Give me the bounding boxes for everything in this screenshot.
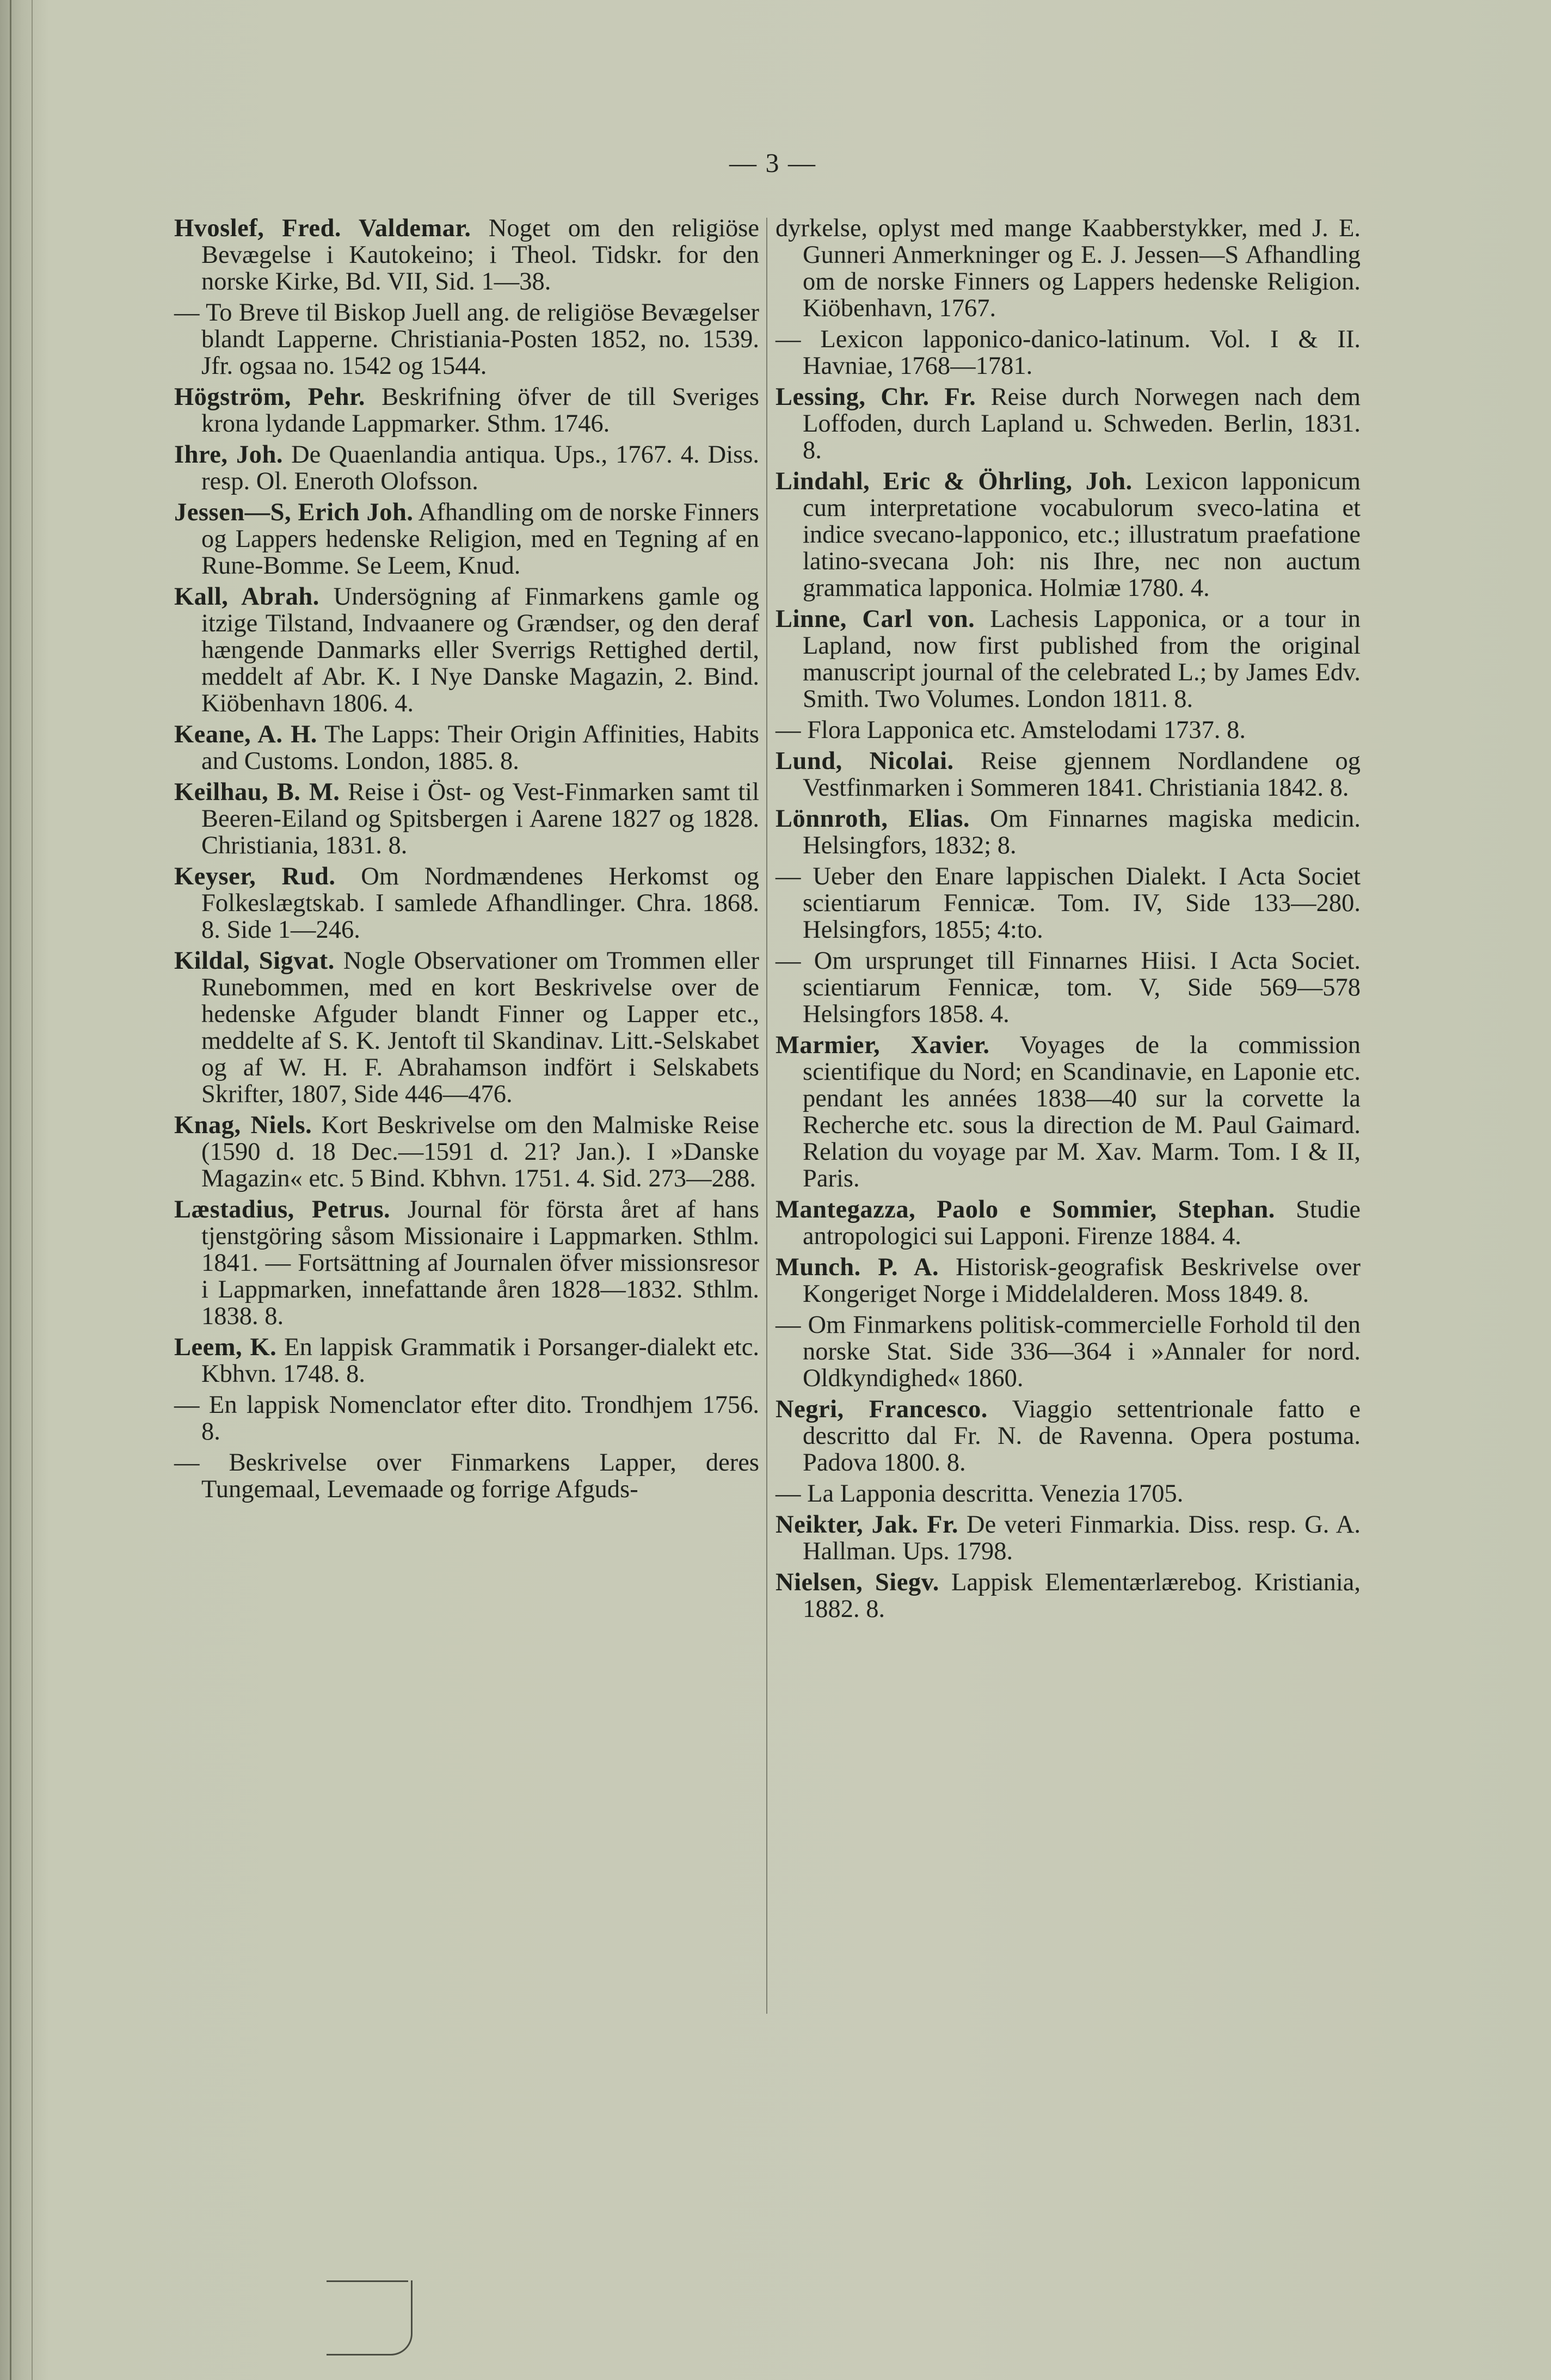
left-column — [174, 215, 759, 1507]
column-divider — [766, 218, 767, 2014]
entry-text: Reise durch Norwegen nach dem Loffoden, durch Lapland u. Schweden. Berlin, 1831. 8. — [803, 383, 1361, 464]
bibliography-entry — [174, 215, 759, 295]
bibliography-entry — [174, 779, 759, 859]
binding-edge-line — [10, 0, 11, 2380]
entry-text: Historisk-geografisk Beskrivelse over Kongeriget Norge i Middelalderen. Moss 1849. 8. — [803, 1253, 1361, 1308]
entry-text: Beskrifning öfver de till Sveriges krona lydande Lappmarker. Sthm. 1746. — [201, 383, 760, 438]
entry-text: Lexicon lapponicum cum interpretatione vocabulorum sveco-latina et indice svecano-lapponico, etc.; illustratum praefatione latino-svecana Joh: nis Ihre, nec non auctum grammatica lapponica. Holmiæ 1780. 4. — [803, 468, 1361, 602]
entry-text: De veteri Finmarkia. Diss. resp. G. A. Hallman. Ups. 1798. — [803, 1511, 1361, 1565]
bibliography-entry — [776, 326, 1361, 379]
bibliography-entry — [776, 1569, 1361, 1622]
bibliography-entry — [174, 499, 759, 579]
entry-author: Lessing, Chr. Fr. — [776, 383, 976, 411]
right-column — [776, 215, 1361, 1627]
entry-author: Jessen—S, Erich Joh. — [174, 499, 414, 526]
entry-text: — To Breve til Biskop Juell ang. de religiöse Bevægelser blandt Lapperne. Christiania-Posten 1852, no. 1539. Jfr. ogsaa no. 1542 og 1544. — [174, 299, 759, 380]
entry-text: De Quaenlandia antiqua. Ups., 1767. 4. Diss. resp. Ol. Eneroth Olofsson. — [201, 441, 759, 495]
entry-text: — Flora Lapponica etc. Amstelodami 1737. 8. — [776, 716, 1246, 744]
entry-author: Neikter, Jak. Fr. — [776, 1511, 958, 1539]
entry-author: Ihre, Joh. — [174, 441, 284, 469]
entry-author: Mantegazza, Paolo e Sommier, Stephan. — [776, 1196, 1275, 1223]
page-number: — 3 — — [729, 147, 816, 178]
entry-text: Voyages de la commission scientifique du Nord; en Scandinavie, en Laponie etc. pendant les années 1838—40 sur la corvette la Recherche etc. sous la direction de M. Paul Gaimard. Relation du voyage par M. Xav. Marm. Tom. I & II, Paris. — [803, 1031, 1361, 1192]
entry-text: — Om Finmarkens politisk-commercielle Forhold til den norske Stat. Side 336—364 i »Annaler for nord. Oldkyndighed« 1860. — [776, 1311, 1361, 1392]
bibliography-entry — [776, 805, 1361, 859]
bibliography-entry — [776, 215, 1361, 322]
entry-author: Knag, Niels. — [174, 1111, 312, 1139]
entry-text: — Ueber den Enare lappischen Dialekt. I Acta Societ scientiarum Fennicæ. Tom. IV, Side 133—280. Helsingfors, 1855; 4:to. — [776, 863, 1361, 944]
entry-author: Keane, A. H. — [174, 721, 317, 748]
bibliography-entry — [174, 1334, 759, 1387]
entry-text: — Om ursprunget till Finnarnes Hiisi. I Acta Societ. scientiarum Fennicæ, tom. V, Side 569—578 Helsingfors 1858. 4. — [776, 947, 1361, 1028]
entry-text: — Lexicon lapponico-danico-latinum. Vol. I & II. Havniae, 1768—1781. — [776, 325, 1361, 380]
bibliography-entry — [174, 384, 759, 437]
bibliography-entry — [174, 1112, 759, 1192]
bibliography-entry — [174, 863, 759, 943]
entry-author: Nielsen, Siegv. — [776, 1569, 939, 1596]
entry-text: Viaggio settentrionale fatto e descritto dal Fr. N. de Ravenna. Opera postuma. Padova 1800. 8. — [803, 1395, 1361, 1477]
entry-text: — Beskrivelse over Finmarkens Lapper, deres Tungemaal, Levemaade og forrige Afguds- — [174, 1449, 759, 1503]
entry-text: Om Nordmændenes Herkomst og Folkeslægtskab. I samlede Afhandlinger. Chra. 1868. 8. Side 1—246. — [201, 863, 760, 944]
entry-author: Læstadius, Petrus. — [174, 1196, 391, 1223]
entry-text: — En lappisk Nomenclator efter dito. Trondhjem 1756. 8. — [174, 1391, 759, 1446]
entry-text: Nogle Observationer om Trommen eller Runebommen, med en kort Beskrivelse over de hedenske Afguder blandt Finner og Lapper etc., meddelte af S. K. Jentoft til Skandinav. Litt.-Selskabet og af W. H. F. Abrahamson indfört i Selskabets Skrifter, 1807, Side 446—476. — [201, 947, 759, 1108]
entry-author: Keilhau, B. M. — [174, 778, 340, 806]
entry-author: Kall, Abrah. — [174, 583, 319, 611]
entry-text: Journal för första året af hans tjenstgöring såsom Missionaire i Lappmarken. Sthlm. 1841. — Fortsättning af Journalen öfver missionsresor i Lappmarken, innefattande åren 1828—1832. Sthlm. 1838. 8. — [201, 1196, 759, 1330]
entry-text: Om Finnarnes magiska medicin. Helsingfors, 1832; 8. — [803, 805, 1361, 859]
entry-author: Kildal, Sigvat. — [174, 947, 335, 975]
entry-text: Undersögning af Finmarkens gamle og itzige Tilstand, Indvaanere og Grændser, og den deraf hængende Danmarks eller Sverrigs Rettighed dertil, meddelt af Abr. K. I Nye Danske Magazin, 2. Bind. Kiöbenhavn 1806. 4. — [201, 583, 759, 717]
entry-text: — La Lapponia descritta. Venezia 1705. — [776, 1480, 1184, 1508]
entry-author: Keyser, Rud. — [174, 863, 336, 890]
bibliography-entry — [174, 948, 759, 1108]
bibliography-entry — [776, 748, 1361, 801]
entry-text: dyrkelse, oplyst med mange Kaabberstykker, med J. E. Gunneri Anmerkninger og E. J. Jessen—S Afhandling om de norske Finners og Lappers hedenske Religion. Kiöbenhavn, 1767. — [776, 214, 1361, 322]
bibliography-entry — [776, 1480, 1361, 1507]
entry-text: Lappisk Elementærlærebog. Kristiania, 1882. 8. — [803, 1569, 1361, 1623]
bibliography-entry — [776, 1254, 1361, 1307]
bibliography-entry — [174, 721, 759, 774]
bibliography-entry — [174, 1392, 759, 1445]
bibliography-entry — [776, 717, 1361, 743]
bibliography-entry — [174, 583, 759, 717]
entry-author: Hvoslef, Fred. Valdemar. — [174, 214, 471, 242]
entry-author: Leem, K. — [174, 1333, 277, 1361]
entry-author: Munch. P. A. — [776, 1253, 939, 1281]
page-corner-mark — [327, 2280, 413, 2356]
bibliography-entry — [174, 1449, 759, 1503]
bibliography-entry — [776, 1312, 1361, 1392]
bibliography-entry — [776, 384, 1361, 464]
entry-text: The Lapps: Their Origin Affinities, Habits and Customs. London, 1885. 8. — [201, 721, 759, 775]
entry-text: Kort Beskrivelse om den Malmiske Reise (1590 d. 18 Dec.—1591 d. 21? Jan.). I »Danske Magazin« etc. 5 Bind. Kbhvn. 1751. 4. Sid. 273—288. — [201, 1111, 760, 1192]
entry-author: Negri, Francesco. — [776, 1395, 988, 1423]
entry-text: Studie antropologici sui Lapponi. Firenze 1884. 4. — [803, 1196, 1361, 1250]
entry-author: Linne, Carl von. — [776, 605, 975, 633]
entry-text: Lachesis Lapponica, or a tour in Lapland, now first published from the original manuscript journal of the celebrated L.; by James Edv. Smith. Two Volumes. London 1811. 8. — [803, 605, 1361, 713]
bibliography-entry — [776, 948, 1361, 1028]
bibliography-entry — [776, 1196, 1361, 1250]
bibliography-entry — [776, 863, 1361, 943]
entry-author: Lund, Nicolai. — [776, 747, 954, 775]
bibliography-entry — [776, 1396, 1361, 1476]
entry-text: Reise i Öst- og Vest-Finmarken samt til Beeren-Eiland og Spitsbergen i Aarene 1827 og 1828. Christiania, 1831. 8. — [201, 778, 760, 859]
bibliography-entry — [174, 1196, 759, 1330]
entry-author: Lindahl, Eric & Öhrling, Joh. — [776, 468, 1133, 495]
entry-author: Marmier, Xavier. — [776, 1031, 990, 1059]
entry-author: Lönnroth, Elias. — [776, 805, 970, 833]
bibliography-entry — [174, 441, 759, 495]
binding-edge-line — [32, 0, 33, 2380]
bibliography-entry — [776, 468, 1361, 601]
bibliography-entry — [776, 1032, 1361, 1192]
entry-text: En lappisk Grammatik i Porsanger-dialekt etc. Kbhvn. 1748. 8. — [201, 1333, 759, 1388]
entry-author: Högström, Pehr. — [174, 383, 366, 411]
entry-text: Reise gjennem Nordlandene og Vestfinmarken i Sommeren 1841. Christiania 1842. 8. — [803, 747, 1361, 802]
bibliography-entry — [174, 299, 759, 379]
bibliography-entry — [776, 1511, 1361, 1565]
entry-text: Afhandling om de norske Finners og Lappers hedenske Religion, med en Tegning af en Rune-Bomme. Se Leem, Knud. — [201, 499, 759, 580]
entry-text: Noget om den religiöse Bevægelse i Kautokeino; i Theol. Tidskr. for den norske Kirke, Bd. VII, Sid. 1—38. — [201, 214, 759, 296]
bibliography-entry — [776, 606, 1361, 712]
